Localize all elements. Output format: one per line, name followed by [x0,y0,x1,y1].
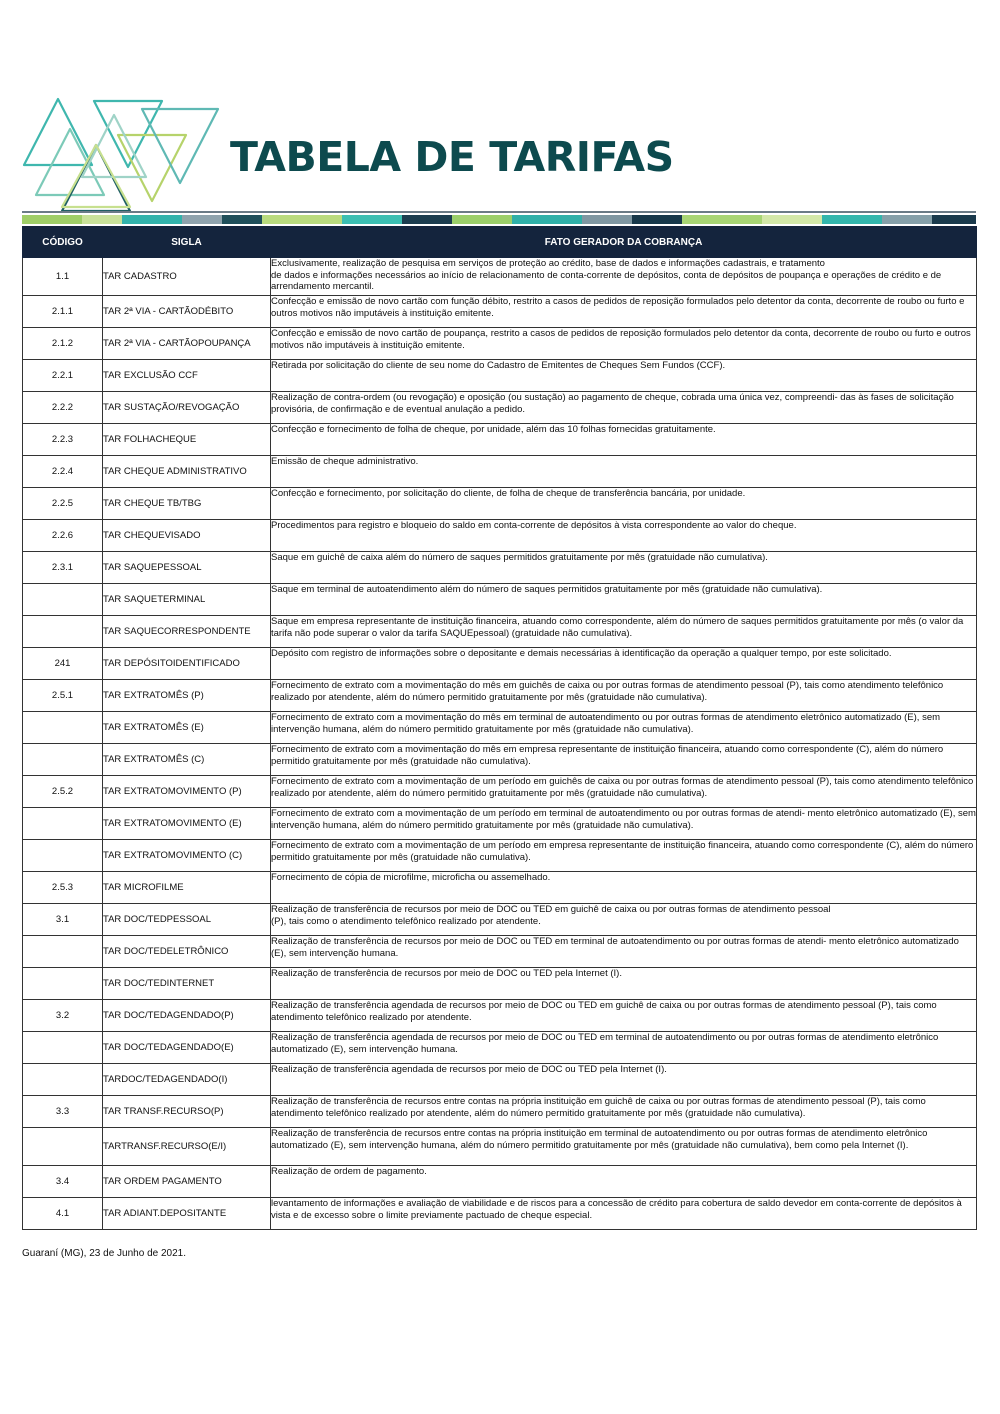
sigla-cell: TAR SAQUETERMINAL [103,584,271,616]
sigla-cell: TAR FOLHACHEQUE [103,424,271,456]
table-row [23,1000,977,1032]
sigla-cell: TAR 2ª VIA - CARTÃOPOUPANÇA [103,328,271,360]
description-cell: Fornecimento de cópia de microfilme, microficha ou assemelhado. [271,872,977,904]
sigla-cell: TAR EXTRATOMOVIMENTO (E) [103,808,271,840]
header-codigo: CÓDIGO [23,227,103,258]
table-row [23,616,977,648]
description-cell: Realização de ordem de pagamento. [271,1166,977,1198]
sigla-cell: TAR ORDEM PAGAMENTO [103,1166,271,1198]
sigla-cell: TAR SAQUEPESSOAL [103,552,271,584]
table-row [23,360,977,392]
code-cell: 3.2 [23,1000,103,1032]
description-cell: Exclusivamente, realização de pesquisa em serviços de proteção ao crédito, base de dados e informações cadastrais, e tratamento de dados e informações necessários ao início de relacionamento de conta-corrente de depósitos, conta de depósitos de poupança e operações de crédito e de arrendamento mercantil. [271,258,977,296]
logo-icon [22,95,222,213]
description-cell: Confecção e fornecimento, por solicitação do cliente, de folha de cheque de transferência bancária, por unidade. [271,488,977,520]
page-title: TABELA DE TARIFAS [230,133,674,181]
code-cell: 1.1 [23,258,103,296]
description-cell: Realização de transferência de recursos entre contas na própria instituição em terminal de autoatendimento ou por outras formas de atendimento eletrônico automatizado (E), sem intervenção humana, além do número permitido gratuitamente por mês (gratuidade não cumulativa), bem como pela Internet (I). [271,1128,977,1166]
code-cell: 2.1.2 [23,328,103,360]
description-cell: Fornecimento de extrato com a movimentação de um período em terminal de autoatendimento ou por outras formas de atendi- mento eletrônico automatizado (E), sem intervenção humana, além do número permitido gratuitamente por mês (gratuidade não cumulativa). [271,808,977,840]
table-row [23,808,977,840]
sigla-cell: TAR SUSTAÇÃO/REVOGAÇÃO [103,392,271,424]
description-cell: Saque em terminal de autoatendimento além do número de saques permitidos gratuitamente por mês (gratuidade não cumulativa). [271,584,977,616]
description-cell: Confecção e fornecimento de folha de cheque, por unidade, além das 10 folhas fornecidas gratuitamente. [271,424,977,456]
sigla-cell: TARTRANSF.RECURSO(E/I) [103,1128,271,1166]
code-cell: 2.1.1 [23,296,103,328]
code-cell [23,808,103,840]
code-cell: 3.1 [23,904,103,936]
description-cell: Retirada por solicitação do cliente de seu nome do Cadastro de Emitentes de Cheques Sem Fundos (CCF). [271,360,977,392]
table-header-row [23,227,977,258]
table-row [23,296,977,328]
table-row [23,648,977,680]
code-cell [23,840,103,872]
sigla-cell: TAR EXTRATOMÊS (E) [103,712,271,744]
description-cell: Saque em guichê de caixa além do número de saques permitidos gratuitamente por mês (gratuidade não cumulativa). [271,552,977,584]
sigla-cell: TAR EXTRATOMOVIMENTO (P) [103,776,271,808]
sigla-cell: TAR CHEQUE TB/TBG [103,488,271,520]
table-row [23,520,977,552]
description-cell: Realização de transferência agendada de recursos por meio de DOC ou TED em guichê de caixa ou por outras formas de atendimento pessoal (P), tais como atendimento telefônico realizado por atendente. [271,1000,977,1032]
code-cell [23,968,103,1000]
color-stripe [22,211,976,224]
table-row [23,456,977,488]
code-cell: 2.2.4 [23,456,103,488]
sigla-cell: TAR DOC/TEDELETRÔNICO [103,936,271,968]
table-row [23,584,977,616]
description-cell: Realização de transferência agendada de recursos por meio de DOC ou TED pela Internet (I). [271,1064,977,1096]
sigla-cell: TAR CHEQUEVISADO [103,520,271,552]
footer-date: Guaraní (MG), 23 de Junho de 2021. [22,1248,186,1259]
sigla-cell: TAR CHEQUE ADMINISTRATIVO [103,456,271,488]
header-fato-gerador: FATO GERADOR DA COBRANÇA [271,227,977,258]
sigla-cell: TAR DOC/TEDINTERNET [103,968,271,1000]
code-cell [23,1032,103,1064]
code-cell [23,616,103,648]
description-cell: Realização de transferência agendada de recursos por meio de DOC ou TED em terminal de autoatendimento ou por outras formas de atendimento eletrônico automatizado (E), sem intervenção humana. [271,1032,977,1064]
table-row [23,1198,977,1230]
code-cell: 4.1 [23,1198,103,1230]
sigla-cell: TAR EXTRATOMÊS (P) [103,680,271,712]
sigla-cell: TAR EXTRATOMOVIMENTO (C) [103,840,271,872]
table-row [23,968,977,1000]
table-row [23,776,977,808]
code-cell: 2.2.5 [23,488,103,520]
code-cell: 2.5.1 [23,680,103,712]
description-cell: Realização de transferência de recursos por meio de DOC ou TED em guichê de caixa ou por outras formas de atendimento pessoal (P), tais como o atendimento telefônico realizado por atendente. [271,904,977,936]
description-cell: Confecção e emissão de novo cartão com função débito, restrito a casos de pedidos de reposição formulados pelo detentor da conta, decorrente de roubo ou furto e outros motivos não imputáveis à instituição emitente. [271,296,977,328]
table-row [23,1166,977,1198]
code-cell: 3.4 [23,1166,103,1198]
code-cell: 2.2.1 [23,360,103,392]
table-row [23,488,977,520]
description-cell: Fornecimento de extrato com a movimentação do mês em empresa representante de instituição financeira, atuando como correspondente (C), além do número permitido gratuitamente por mês (gratuidade não cumulativa). [271,744,977,776]
code-cell: 2.5.3 [23,872,103,904]
table-row [23,258,977,296]
sigla-cell: TAR SAQUECORRESPONDENTE [103,616,271,648]
sigla-cell: TAR EXTRATOMÊS (C) [103,744,271,776]
description-cell: Fornecimento de extrato com a movimentação de um período em empresa representante de instituição financeira, atuando como correspondente (C), além do número permitido gratuitamente por mês (gratuidade não cumulativa). [271,840,977,872]
description-cell: Realização de transferência de recursos entre contas na própria instituição em guichê de caixa ou por outras formas de atendimento pessoal (P), tais como atendimento telefônico realizado por atendente, além do número permitido gratuitamente por mês (gratuidade não cumulativa). [271,1096,977,1128]
description-cell: Depósito com registro de informações sobre o depositante e demais necessárias à identificação da operação a qualquer tempo, por este solicitado. [271,648,977,680]
table-row [23,392,977,424]
table-row [23,872,977,904]
description-cell: Fornecimento de extrato com a movimentação de um período em guichês de caixa ou por outras formas de atendimento pessoal (P), tais como atendimento telefônico realizado por atendente, além do número permitido gratuitamente por mês (gratuidade não cumulativa). [271,776,977,808]
description-cell: Confecção e emissão de novo cartão de poupança, restrito a casos de pedidos de reposição formulados pelo detentor da conta, decorrente de roubo ou furto e outros motivos não imputáveis à instituição emitente. [271,328,977,360]
sigla-cell: TAR DOC/TEDAGENDADO(E) [103,1032,271,1064]
code-cell: 3.3 [23,1096,103,1128]
table-row [23,424,977,456]
sigla-cell: TAR MICROFILME [103,872,271,904]
code-cell [23,1064,103,1096]
sigla-cell: TAR CADASTRO [103,258,271,296]
table-row [23,936,977,968]
table-row [23,680,977,712]
table-row [23,1096,977,1128]
sigla-cell: TARDOC/TEDAGENDADO(I) [103,1064,271,1096]
table-row [23,328,977,360]
sigla-cell: TAR DOC/TEDAGENDADO(P) [103,1000,271,1032]
table-row [23,712,977,744]
table-row [23,744,977,776]
table-row [23,1064,977,1096]
table-row [23,1032,977,1064]
code-cell: 241 [23,648,103,680]
code-cell: 2.2.3 [23,424,103,456]
description-cell: Saque em empresa representante de instituição financeira, atuando como correspondente, além do número de saques permitidos gratuitamente por mês (o valor da tarifa não pode superar o valor da tarifa SAQUEpessoal) (gratuidade não cumulativa). [271,616,977,648]
sigla-cell: TAR EXCLUSÃO CCF [103,360,271,392]
code-cell [23,936,103,968]
code-cell: 2.5.2 [23,776,103,808]
code-cell: 2.3.1 [23,552,103,584]
code-cell [23,744,103,776]
description-cell: Fornecimento de extrato com a movimentação do mês em terminal de autoatendimento ou por outras formas de atendimento eletrônico automatizado (E), sem intervenção humana, além do número permitido gratuitamente por mês (gratuidade não cumulativa). [271,712,977,744]
sigla-cell: TAR DOC/TEDPESSOAL [103,904,271,936]
table-row [23,552,977,584]
description-cell: Realização de transferência de recursos por meio de DOC ou TED pela Internet (I). [271,968,977,1000]
header-sigla: SIGLA [103,227,271,258]
description-cell: levantamento de informações e avaliação de viabilidade e de riscos para a concessão de crédito para cobertura de saldo devedor em conta-corrente de depósitos à vista e de excesso sobre o limite previamente pactuado de cheque especial. [271,1198,977,1230]
description-cell: Procedimentos para registro e bloqueio do saldo em conta-corrente de depósitos à vista correspondente ao valor do cheque. [271,520,977,552]
description-cell: Emissão de cheque administrativo. [271,456,977,488]
table-row [23,904,977,936]
table-row [23,1128,977,1166]
fees-table [22,226,977,1230]
sigla-cell: TAR ADIANT.DEPOSITANTE [103,1198,271,1230]
code-cell [23,584,103,616]
description-cell: Realização de transferência de recursos por meio de DOC ou TED em terminal de autoatendimento ou por outras formas de atendi- mento eletrônico automatizado (E), sem intervenção humana. [271,936,977,968]
code-cell [23,712,103,744]
description-cell: Fornecimento de extrato com a movimentação do mês em guichês de caixa ou por outras formas de atendimento pessoal (P), tais como atendimento telefônico realizado por atendente, além do número permitido gratuitamente por mês (gratuidade não cumulativa). [271,680,977,712]
table-row [23,840,977,872]
sigla-cell: TAR TRANSF.RECURSO(P) [103,1096,271,1128]
code-cell [23,1128,103,1166]
code-cell: 2.2.2 [23,392,103,424]
code-cell: 2.2.6 [23,520,103,552]
sigla-cell: TAR 2ª VIA - CARTÃODÉBITO [103,296,271,328]
description-cell: Realização de contra-ordem (ou revogação) e oposição (ou sustação) ao pagamento de cheque, cobrada uma única vez, compreendi- das às fases de solicitação provisória, de confirmação e de eventual anulação a pedido. [271,392,977,424]
sigla-cell: TAR DEPÓSITOIDENTIFICADO [103,648,271,680]
